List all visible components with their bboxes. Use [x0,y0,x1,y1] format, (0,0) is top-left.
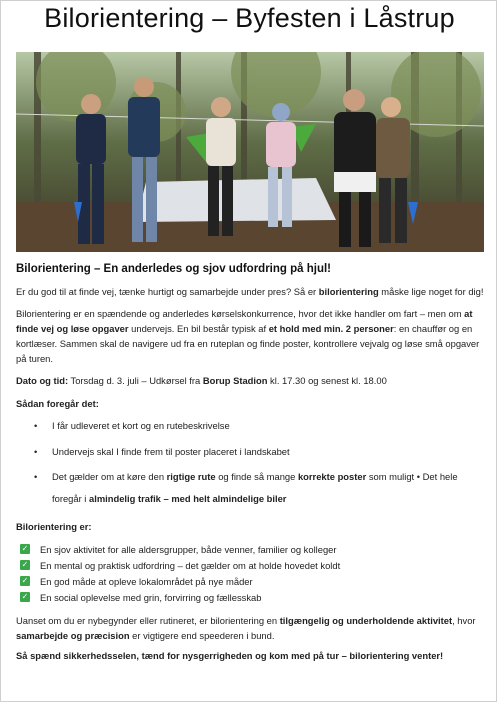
bullet-icon: • [34,446,38,457]
is-heading: Bilorientering er: [16,521,92,532]
closing-text-e: er vigtigere end speederen i bund. [129,630,275,641]
description-paragraph [16,306,486,366]
bullet-icon: • [34,471,38,482]
date-label: Dato og tid: [16,375,69,386]
list-item [16,418,486,433]
closing-text-d: samarbejde og præcision [16,630,130,641]
desc-text-a: Bilorientering er en spændende og anderledes kørselskonkurrence, hvor det ikke handler om fart – men om [16,308,465,319]
closing-text-b: tilgængelig og underholdende aktivitet [279,615,453,626]
check-text: En social oplevelse med grin, forvirring og fællesskab [40,591,262,603]
list-item [16,589,486,605]
closing-text-a: Uanset om du er nybegynder eller rutineret, er bilorientering en [16,615,280,626]
check-text: En god måde at opleve lokalområdet på nye måder [40,575,253,587]
bullet-icon: • [34,420,38,431]
check-text: En sjov aktivitet for alle aldersgrupper, både venner, familier og kolleger [40,543,337,555]
closing-text-c: , hvor [452,615,476,626]
bullet-text: og finde så mange [215,471,298,482]
bullet-bold: almindelig trafik – med helt almindelige biler [89,493,287,504]
check-icon: ✓ [21,592,29,601]
check-list [16,541,486,605]
how-list [16,418,486,510]
list-item [16,444,486,459]
date-text-a: Torsdag d. 3. juli – Udkørsel fra [68,375,203,386]
bullet-text: I får udleveret et kort og en rutebeskrivelse [52,420,230,431]
closing-paragraph [16,613,486,643]
final-call-to-action: Så spænd sikkerhedsselen, tænd for nysgerrigheden og kom med på tur – bilorientering venter! [16,650,444,661]
list-item [16,466,486,510]
date-paragraph [16,373,486,388]
desc-text-c: undervejs. En bil består typisk af [128,323,269,334]
check-text: En mental og praktisk udfordring – det gælder om at holde hovedet koldt [40,559,341,571]
intro-paragraph [16,284,486,299]
date-location: Borup Stadion [202,375,268,386]
intro-text-b: bilorientering [318,286,379,297]
intro-text-c: måske lige noget for dig! [378,286,484,297]
desc-text-d: et hold med min. 2 personer [268,323,394,334]
list-item [16,557,486,573]
check-icon: ✓ [21,560,29,569]
article-body [16,263,486,661]
bullet-text: Det gælder om at køre den [52,471,167,482]
bullet-text: som muligt • Det hele foregår i [52,471,458,504]
check-icon: ✓ [21,544,29,553]
bullet-bold: rigtige rute [166,471,216,482]
bullet-bold: korrekte poster [297,471,367,482]
how-heading: Sådan foregår det: [16,398,99,409]
intro-text-a: Er du god til at finde vej, tænke hurtigt og samarbejde under pres? Så er [16,286,319,297]
desc-text-b: at finde vej og løse opgaver [16,308,473,334]
list-item [16,541,486,557]
desc-text-e: : en chauffør og en kortlæser. Sammen skal de navigere ud fra en ruteplan og finde poster, kontrollere vejvalg og løse små opgaver på turen. [16,323,480,364]
page-title: Bilorientering – Byfesten i Låstrup [44,3,455,33]
event-photo [16,52,484,252]
date-text-c: kl. 17.30 og senest kl. 18.00 [267,375,387,386]
bullet-text: Undervejs skal I finde frem til poster placeret i landskabet [52,446,290,457]
check-icon: ✓ [21,576,29,585]
subheading: Bilorientering – En anderledes og sjov udfordring på hjul! [16,263,332,275]
list-item [16,573,486,589]
